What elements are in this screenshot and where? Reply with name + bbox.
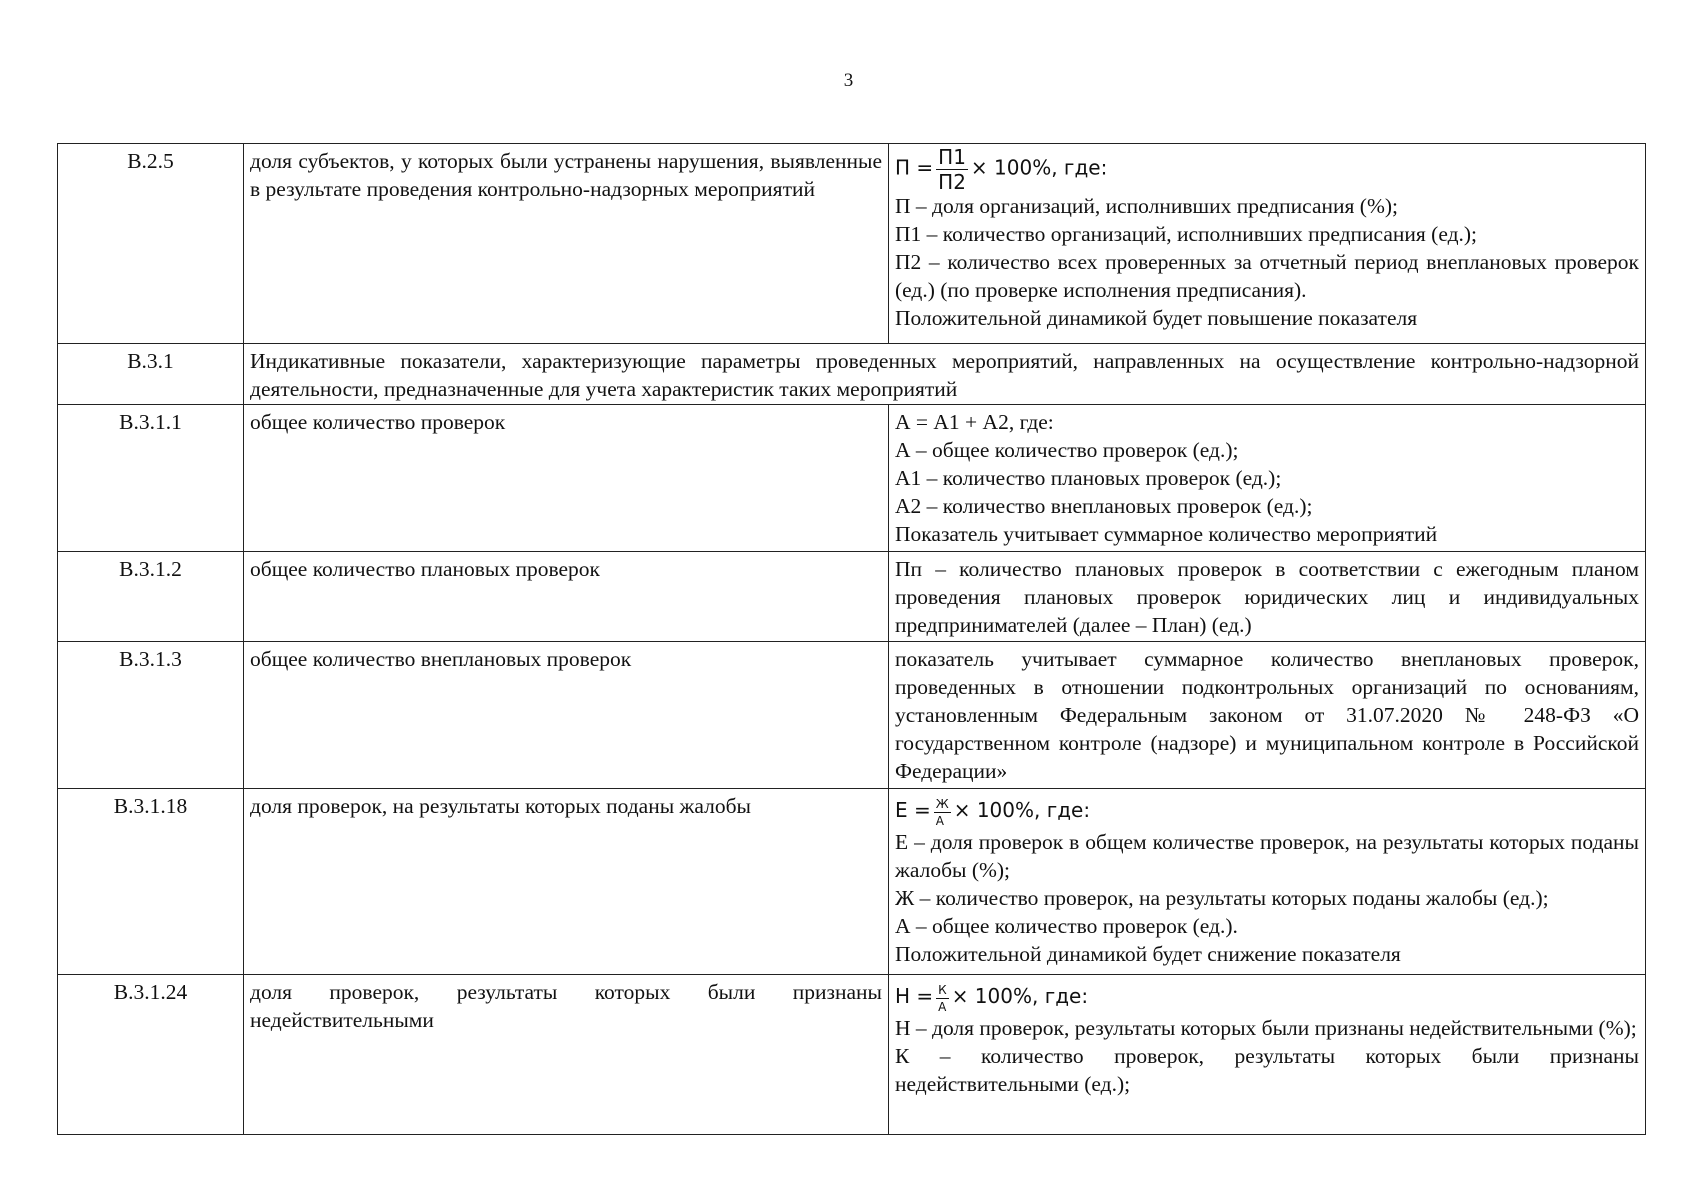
row-code: В.3.1.1 — [58, 405, 244, 552]
formula-line: Ж – количество проверок, на результаты которых поданы жалобы (ед.); — [895, 886, 1549, 910]
table-row — [58, 405, 1646, 552]
row-indicator-name: общее количество плановых проверок — [244, 552, 889, 642]
formula-line: П – доля организаций, исполнивших предписания (%); — [895, 194, 1398, 218]
row-indicator-name: общее количество внеплановых проверок — [244, 642, 889, 789]
table-row — [58, 642, 1646, 789]
row-indicator-name: общее количество проверок — [244, 405, 889, 552]
formula-line: А – общее количество проверок (ед.); — [895, 438, 1239, 462]
table-row — [58, 552, 1646, 642]
fraction: $\frac{Ж}{А}$ — [935, 796, 949, 828]
row-code: В.3.1.3 — [58, 642, 244, 789]
page-number: 3 — [843, 70, 854, 91]
row-formula-cell — [889, 144, 1646, 344]
table-row — [58, 344, 1646, 405]
formula-line: А – общее количество проверок (ед.). — [895, 914, 1238, 938]
row-description: показатель учитывает суммарное количество внеплановых проверок, проведенных в отношении подконтрольных организаций по основаниям, установленным Федеральным законом от 31.07.2020 № 248-ФЗ «О государственном контроле (надзоре) и муниципальном контроле в Российской Федерации» — [889, 642, 1646, 789]
formula-line: К – количество проверок, результаты которых были признаны недействительными (ед.); — [895, 1044, 1639, 1096]
formula-line: А1 – количество плановых проверок (ед.); — [895, 466, 1282, 490]
formula: П = $\frac{П1}{П2}$ × 100%, где: — [895, 145, 1108, 194]
formula-line: П1 – количество организаций, исполнивших предписания (ед.); — [895, 222, 1478, 246]
section-description: Индикативные показатели, характеризующие параметры проведенных мероприятий, направленных на осуществление контрольно-надзорной деятельности, предназначенные для учета характеристик таких мероприятий — [244, 344, 1646, 405]
table-row — [58, 789, 1646, 975]
row-code: В.3.1.24 — [58, 975, 244, 1135]
row-code: В.3.1.18 — [58, 789, 244, 975]
formula-line: А = А1 + А2, где: — [895, 410, 1054, 434]
formula: Н = $\frac{К}{А}$ × 100%, где: — [895, 982, 1089, 1014]
row-code: В.2.5 — [58, 144, 244, 344]
table-row — [58, 144, 1646, 344]
fraction: $\frac{К}{А}$ — [938, 982, 947, 1014]
formula-line: А2 – количество внеплановых проверок (ед.); — [895, 494, 1313, 518]
row-description: Пп – количество плановых проверок в соответствии с ежегодным планом проведения плановых проверок юридических лиц и индивидуальных предпринимателей (далее – План) (ед.) — [889, 552, 1646, 642]
row-formula-cell — [889, 789, 1646, 975]
formula-line: Н – доля проверок, результаты которых были признаны недействительными (%); — [895, 1016, 1637, 1040]
formula-line: Е – доля проверок в общем количестве проверок, на результаты которых поданы жалобы (%); — [895, 830, 1639, 882]
indicators-table — [57, 143, 1646, 1135]
formula-line: Показатель учитывает суммарное количество мероприятий — [895, 522, 1438, 546]
formula-line: Положительной динамикой будет снижение показателя — [895, 942, 1401, 966]
row-indicator-name: доля проверок, на результаты которых поданы жалобы — [244, 789, 889, 975]
formula: Е = $\frac{Ж}{А}$ × 100%, где: — [895, 796, 1091, 828]
row-indicator-name: доля проверок, результаты которых были признаны недействительными — [244, 975, 889, 1135]
row-code: В.3.1.2 — [58, 552, 244, 642]
row-indicator-name: доля субъектов, у которых были устранены нарушения, выявленные в результате проведения контрольно-надзорных мероприятий — [244, 144, 889, 344]
table-row — [58, 975, 1646, 1135]
row-formula-cell — [889, 405, 1646, 552]
row-formula-cell — [889, 975, 1646, 1135]
fraction: $\frac{П1}{П2}$ — [938, 145, 966, 194]
formula-line: Положительной динамикой будет повышение показателя — [895, 306, 1418, 330]
row-code: В.3.1 — [58, 344, 244, 405]
formula-line: П2 – количество всех проверенных за отчетный период внеплановых проверок (ед.) (по проверке исполнения предписания). — [895, 250, 1639, 302]
